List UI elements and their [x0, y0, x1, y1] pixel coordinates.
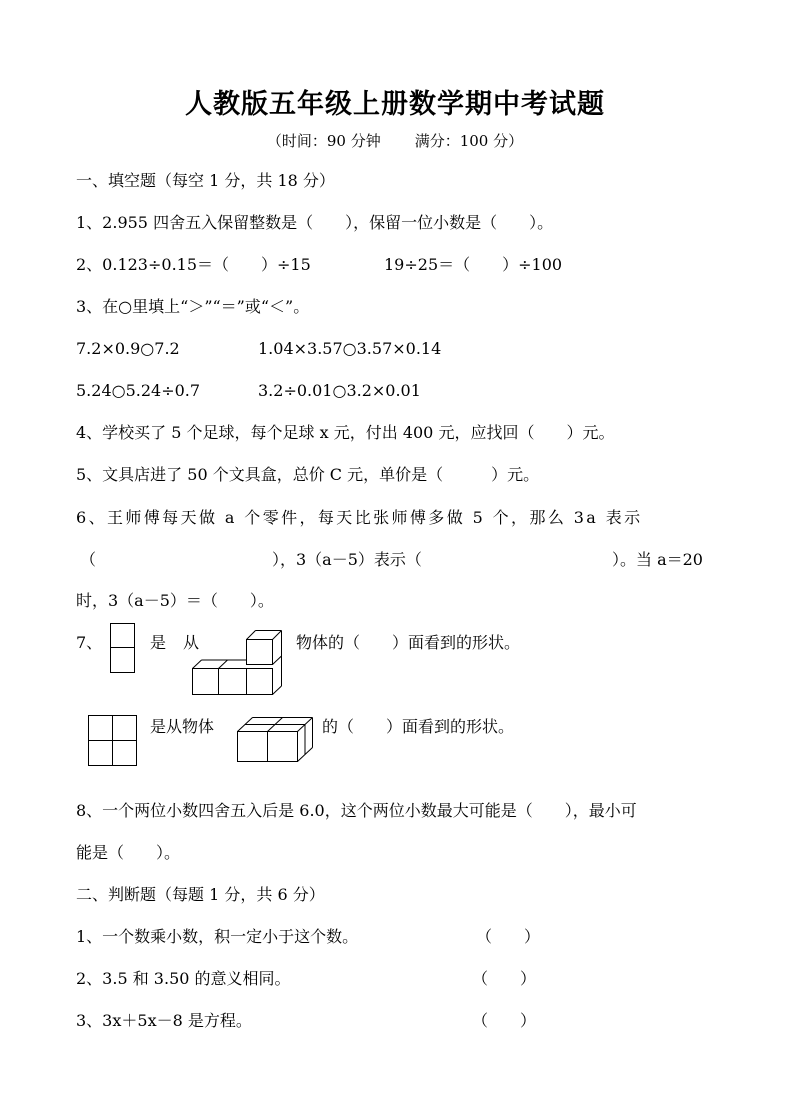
two-square-column-figure — [110, 623, 136, 675]
question-7-cong: 从 — [183, 633, 200, 652]
four-square-grid-figure — [88, 715, 138, 767]
question-2a: 2、0.123÷0.15＝（ ）÷15 — [76, 255, 311, 274]
judge-item-3: 3、3x＋5x－8 是方程。 — [76, 1011, 252, 1030]
judge-item-1: 1、一个数乘小数，积一定小于这个数。 — [76, 927, 359, 946]
question-2b: 19÷25＝（ ）÷100 — [384, 255, 563, 274]
judge-item-2: 2、3.5 和 3.50 的意义相同。 — [76, 969, 291, 988]
question-3-row1a: 7.2×0.9○7.2 — [76, 339, 180, 358]
question-7-number: 7、 — [76, 633, 103, 652]
judge-item-3-paren: （ ） — [472, 1011, 537, 1030]
judge-item-1-paren: （ ） — [476, 927, 541, 946]
cube-stack-figure — [190, 630, 286, 696]
question-5: 5、文具店进了 50 个文具盒，总价 C 元，单价是（ ）元。 — [76, 465, 540, 484]
question-3-row2a: 5.24○5.24÷0.7 — [76, 381, 201, 400]
section1-heading: 一、填空题（每空 1 分，共 18 分） — [76, 171, 335, 190]
question-1: 1、2.955 四舍五入保留整数是（ ），保留一位小数是（ ）。 — [76, 213, 554, 232]
question-8-line1: 8、一个两位小数四舍五入后是 6.0，这个两位小数最大可能是（ ），最小可 — [76, 801, 637, 820]
section2-heading: 二、判断题（每题 1 分，共 6 分） — [76, 885, 325, 904]
cube-block-figure — [235, 714, 315, 766]
exam-time: （时间：90 分钟 — [266, 132, 381, 150]
question-6-line1: 6、王师傅每天做 a 个零件，每天比张师傅多做 5 个，那么 3a 表示 — [76, 508, 643, 527]
question-3: 3、在○里填上“＞”“＝”或“＜”。 — [76, 297, 310, 316]
judge-item-2-paren: （ ） — [472, 969, 537, 988]
question-7-shi: 是 — [150, 633, 167, 652]
question-8-line2: 能是（ ）。 — [76, 843, 181, 862]
question-6-paren-open: （ — [80, 550, 97, 569]
question-7-text2a: 是从物体 — [150, 717, 215, 736]
exam-info — [0, 130, 790, 151]
question-3-row2b: 3.2÷0.01○3.2×0.01 — [258, 381, 421, 400]
question-3-row1b: 1.04×3.57○3.57×0.14 — [258, 339, 442, 358]
question-6-line3: 时，3（a－5）＝（ ）。 — [76, 591, 274, 610]
question-4: 4、学校买了 5 个足球，每个足球 x 元，付出 400 元，应找回（ ）元。 — [76, 423, 615, 442]
question-7-text2b: 的（ ）面看到的形状。 — [322, 717, 515, 736]
question-7-text1: 物体的（ ）面看到的形状。 — [296, 633, 521, 652]
question-6-end: ）。当 a＝20 — [612, 550, 703, 569]
question-6-mid: ），3（a－5）表示（ — [272, 550, 422, 569]
exam-score: 满分：100 分） — [414, 132, 524, 150]
page-title: 人教版五年级上册数学期中考试题 — [185, 89, 605, 120]
